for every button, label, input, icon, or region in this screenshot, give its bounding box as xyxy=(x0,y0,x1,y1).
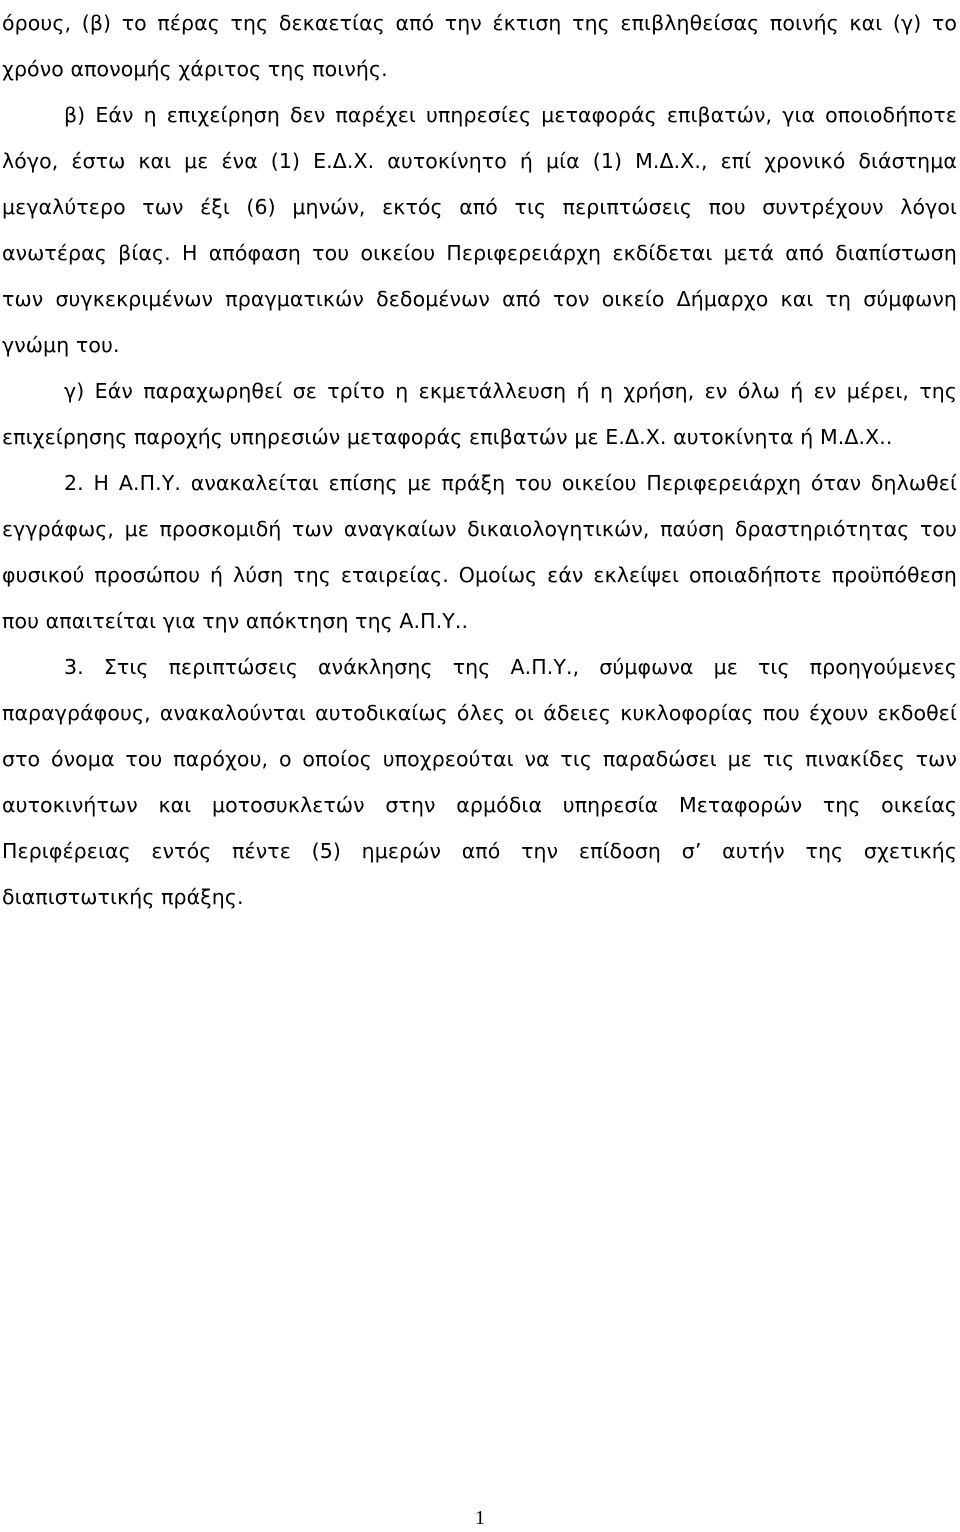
paragraph-2: 2. Η Α.Π.Υ. ανακαλείται επίσης με πράξη του οικείου Περιφερειάρχη όταν δηλωθεί εγγράφως, με προσκομιδή των αναγκαίων δικαιολογητικών, παύση δραστηριότητας του φυσικού προσώπου ή λύση της εταιρείας. Ομοίως εάν εκλείψει οποιαδήποτε προϋπόθεση που απαιτείται για την απόκτηση της Α.Π.Υ.. xyxy=(2,471,957,633)
paragraph-b: β) Εάν η επιχείρηση δεν παρέχει υπηρεσίες μεταφοράς επιβατών, για οποιοδήποτε λόγο, έστω και με ένα (1) Ε.Δ.Χ. αυτοκίνητο ή μία (1) Μ.Δ.Χ., επί χρονικό διάστημα μεγαλύτερο των έξι (6) μηνών, εκτός από τις περιπτώσεις που συντρέχουν λόγοι ανωτέρας βίας. Η απόφαση του οικείου Περιφερειάρχη εκδίδεται μετά από διαπίστωση των συγκεκριμένων πραγματικών δεδομένων από τον οικείο Δήμαρχο και τη σύμφωνη γνώμη του. xyxy=(2,103,957,357)
paragraph-3: 3. Στις περιπτώσεις ανάκλησης της Α.Π.Υ., σύμφωνα με τις προηγούμενες παραγράφους, ανακαλούνται αυτοδικαίως όλες οι άδειες κυκλοφορίας που έχουν εκδοθεί στο όνομα του παρόχου, ο οποίος υποχρεούται να τις παραδώσει με τις πινακίδες των αυτοκινήτων και μοτοσυκλετών στην αρμόδια υπηρεσία Μεταφορών της οικείας Περιφέρειας εντός πέντε (5) ημερών από την επίδοση σ’ αυτήν της σχετικής διαπιστωτικής πράξης. xyxy=(2,655,957,909)
paragraph-ending-previous: όρους, (β) το πέρας της δεκαετίας από την έκτιση της επιβληθείσας ποινής και (γ) το χρόνο απονομής χάριτος της ποινής. xyxy=(2,11,957,81)
page-number: 1 xyxy=(475,1507,485,1529)
document-body xyxy=(2,0,957,920)
paragraph-c: γ) Εάν παραχωρηθεί σε τρίτο η εκμετάλλευση ή η χρήση, εν όλω ή εν μέρει, της επιχείρησης παροχής υπηρεσιών μεταφοράς επιβατών με Ε.Δ.Χ. αυτοκίνητα ή Μ.Δ.Χ.. xyxy=(2,379,957,449)
